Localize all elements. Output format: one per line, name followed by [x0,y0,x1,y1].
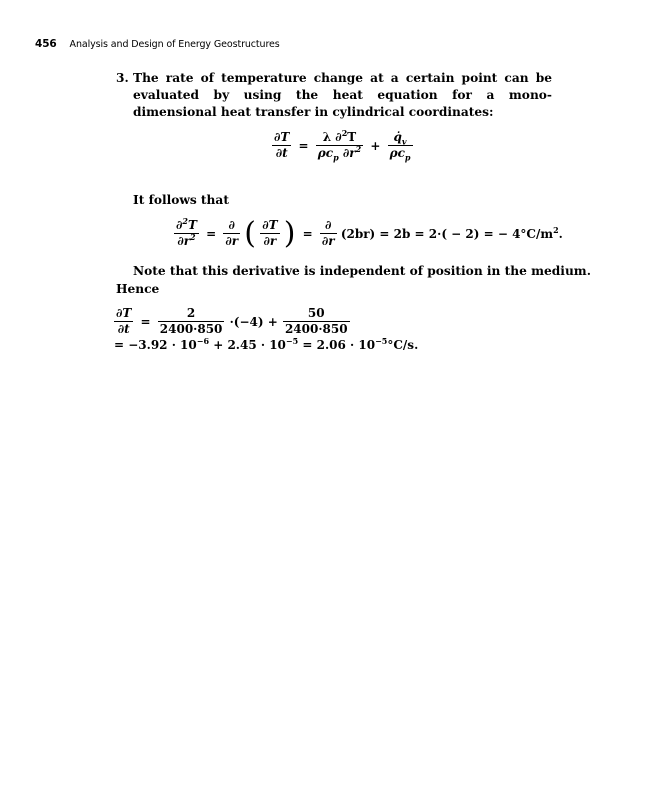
d2t-fraction [174,218,199,249]
running-header [35,38,280,50]
f1-denominator: 2400·850 [159,322,223,336]
plus-sign: + [370,138,381,153]
d2t-numerator: ∂$^2$T [176,216,197,232]
heat-equation [272,130,413,161]
equals-sign-2: = [302,226,313,241]
hence-text: Hence [116,282,160,296]
exponent-2: −5 [285,335,299,346]
second-derivative-equation [174,215,563,251]
note-text: Note that this derivative is independent of position in the medium. [133,264,591,278]
lhs-numerator: ∂T [274,130,290,144]
partial-r-fraction [223,218,240,249]
term1-denominator: $\rho c_p$ $\partial r^2$ [317,144,362,163]
inner-fraction [260,218,279,249]
partial-denominator-2: ∂r [321,234,335,248]
lhs-fraction [272,130,291,161]
equals-sign-3: = [140,314,151,329]
partial-r-fraction-2 [320,218,337,249]
list-item-3 [116,70,552,121]
left-paren: ( [244,215,257,251]
equals-sign: = [298,138,309,153]
rate-equation [114,306,648,352]
equals-sign: = [206,226,217,241]
term2-denominator: $\rho c_p$ [389,146,411,163]
f2-numerator: 50 [283,306,350,322]
right-paren: ) [283,215,296,251]
lhs-fraction-3 [114,306,133,337]
exponent-3: −5 [375,335,388,346]
exponent-1: −6 [196,335,210,346]
page-number: 456 [35,38,57,50]
partial-denominator: ∂r [225,234,239,248]
partial-numerator-2: ∂ [320,218,337,234]
term1-numerator: λ ∂$^2$T [316,130,363,146]
eq2-result-end: . [558,226,563,241]
eq2-result-exponent: 2 [553,224,559,235]
middle-term: ·(−4) + [229,314,278,329]
running-title: Analysis and Design of Energy Geostructures [69,39,280,50]
term2-fraction [388,130,413,161]
lhs-denominator: ∂t [275,146,288,160]
term1-fraction [316,130,363,161]
lhs-denominator-3: ∂t [117,322,130,336]
d2t-denominator: $\partial r^2$ [177,232,196,248]
follows-text: It follows that [133,193,229,207]
result-part-2: + 2.45 · 10 [213,337,286,352]
result-part-1: = −3.92 · 10 [114,337,197,352]
term2-numerator: $q̇_v$ [388,130,413,146]
eq2-result [340,224,563,241]
eq2-result-main: (2br) = 2b = 2·( − 2) = − 4°C/m [340,226,554,241]
fraction-2-over [158,306,225,337]
inner-denominator: ∂r [263,234,277,248]
eq3-result [114,335,419,352]
item-text: The rate of temperature change at a certain point can be evaluated by using the heat equation for a mono-dimensional heat transfer in cylindrical coordinates: [133,71,552,119]
f2-denominator: 2400·850 [284,322,348,336]
fraction-50-over [283,306,350,337]
result-part-3: = 2.06 · 10 [302,337,376,352]
lhs-numerator-3: ∂T [116,306,132,320]
item-number: 3. [116,71,129,85]
f1-numerator: 2 [158,306,225,322]
partial-numerator: ∂ [223,218,240,234]
result-part-4: °C/s. [387,337,419,352]
inner-numerator: ∂T [262,218,278,232]
